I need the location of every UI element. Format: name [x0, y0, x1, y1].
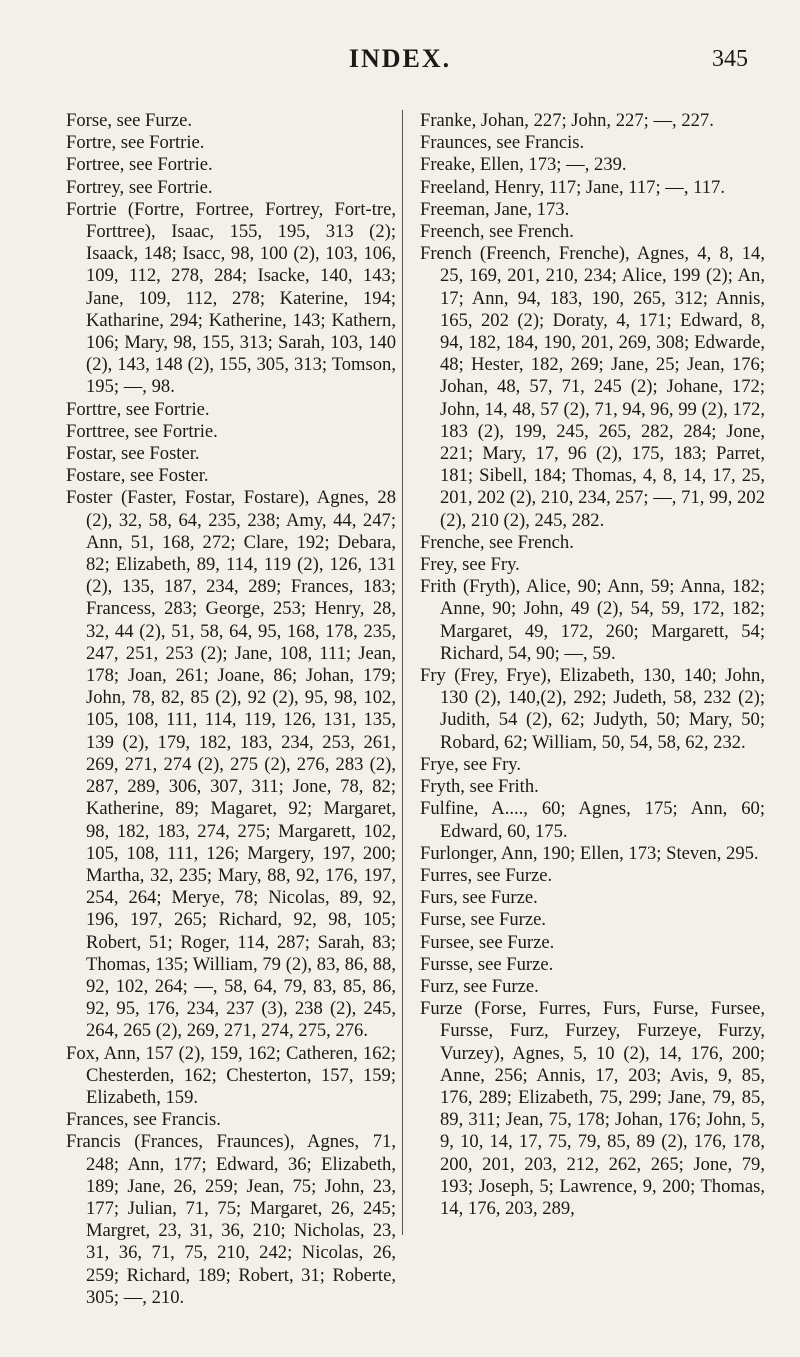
page-header	[0, 44, 800, 84]
page-title: INDEX.	[348, 44, 452, 73]
index-entry: Frey, see Fry.	[420, 554, 520, 576]
index-entry: Fortre, see Fortrie.	[66, 132, 205, 154]
index-entry: Frenche, see French.	[420, 531, 574, 553]
page-number: 345	[712, 46, 748, 72]
index-column-left	[66, 110, 396, 1309]
index-entry: Foster (Faster, Fostar, Fostare), Agnes, 28 (2), 32, 58, 64, 235, 238; Amy, 44, 247; Ann, 51, 168, 272; Clare, 192; Debara, 82; Elizabeth, 89, 114, 119 (2), 126, 131 (2), 135, 187, 234, 289; Frances, 183; Francess, 283; George, 253; Henry, 28, 32, 44 (2), 51, 58, 64, 95, 168, 178, 235, 247, 251, 253 (2); Jane, 108, 111; Jean, 178; Joan, 261; Joane, 86; Johan, 179; John, 78, 82, 85 (2), 92 (2), 95, 98, 102, 105, 108, 111, 114, 119, 126, 131, 135, 139 (2), 179, 182, 183, 234, 253, 261, 269, 271, 274 (2), 275 (2), 276, 283 (2), 287, 289, 306, 307, 311; Jone, 78, 82; Katherine, 89; Magaret, 92; Margaret, 98, 182, 183, 274, 275; Margarett, 102, 105, 108, 111, 126; Margery, 197, 200; Martha, 32, 235; Mary, 88, 92, 176, 197, 254, 264; Merye, 78; Nicolas, 89, 92, 196, 197, 265; Richard, 92, 98, 105; Robert, 51; Roger, 114, 287; Sarah, 83; Thomas, 135; William, 79 (2), 83, 86, 88, 92, 102, 264; —, 58, 64, 79, 83, 85, 86, 92, 95, 176, 234, 237 (3), 238 (2), 245, 264, 265 (2), 269, 271, 274, 275, 276.	[66, 487, 396, 1042]
index-entry: Freake, Ellen, 173; —, 239.	[420, 154, 627, 176]
index-entry: Furres, see Furze.	[420, 864, 553, 886]
index-entry: Freench, see French.	[420, 221, 574, 243]
index-entry: Francis (Frances, Fraunces), Agnes, 71, 248; Ann, 177; Edward, 36; Elizabeth, 189; Jane, 26, 259; Jean, 75; John, 23, 177; Julian, 71, 75; Margaret, 26, 245; Margret, 23, 31, 36, 210; Nicholas, 23, 31, 36, 71, 75, 210, 242; Nicolas, 26, 259; Richard, 189; Robert, 31; Roberte, 305; —, 210.	[66, 1131, 396, 1308]
index-entry: French (Freench, Frenche), Agnes, 4, 8, 14, 25, 169, 201, 210, 234; Alice, 199 (2); An, 17; Ann, 94, 183, 190, 265, 312; Annis, 165, 202 (2); Doraty, 4, 171; Edward, 8, 94, 182, 184, 190, 201, 269, 308; Edwarde, 48; Hester, 182, 269; Jane, 25; Jean, 176; Johan, 48, 57, 71, 245 (2); Johane, 172; John, 14, 48, 57 (2), 71, 94, 96, 99 (2), 172, 183 (2), 199, 245, 265, 282, 284; Jone, 221; Mary, 17, 96 (2), 175, 183; Parret, 181; Sibell, 184; Thomas, 4, 8, 14, 17, 25, 201, 202 (2), 210, 234, 257; —, 71, 99, 202 (2), 210 (2), 245, 282.	[420, 243, 765, 531]
index-entry: Fox, Ann, 157 (2), 159, 162; Catheren, 162; Chesterden, 162; Chesterton, 157, 159; Elizabeth, 159.	[66, 1042, 396, 1108]
index-entry: Furz, see Furze.	[420, 975, 539, 997]
index-column-right	[420, 110, 765, 1220]
column-divider	[402, 110, 403, 1235]
index-entry: Furs, see Furze.	[420, 887, 538, 909]
index-entry: Freeman, Jane, 173.	[420, 198, 570, 220]
index-entry: Frith (Fryth), Alice, 90; Ann, 59; Anna, 182; Anne, 90; John, 49 (2), 54, 59, 172, 182; Margaret, 49, 172, 260; Margarett, 54; Richard, 54, 90; —, 59.	[420, 576, 765, 664]
index-entry: Furlonger, Ann, 190; Ellen, 173; Steven, 295.	[420, 842, 759, 864]
index-entry: Fortrie (Fortre, Fortree, Fortrey, Fort-tre, Forttree), Isaac, 155, 195, 313 (2); Isaack, 148; Isacc, 98, 100 (2), 103, 106, 109, 112, 278, 284; Isacke, 140, 143; Jane, 109, 112, 278; Katerine, 194; Katharine, 294; Katherine, 143; Kathern, 106; Mary, 98, 155, 313; Sarah, 103, 140 (2), 143, 148 (2), 155, 305, 313; Tomson, 195; —, 98.	[66, 198, 396, 398]
index-entry: Fryth, see Frith.	[420, 776, 539, 798]
index-entry: Furse, see Furze.	[420, 909, 546, 931]
index-entry: Fortrey, see Fortrie.	[66, 176, 213, 198]
index-entry: Forttre, see Fortrie.	[66, 398, 210, 420]
index-entry: Fursse, see Furze.	[420, 953, 554, 975]
index-entry: Fulfine, A...., 60; Agnes, 175; Ann, 60; Edward, 60, 175.	[420, 798, 765, 842]
index-entry: Freeland, Henry, 117; Jane, 117; —, 117.	[420, 176, 726, 198]
index-entry: Fortree, see Fortrie.	[66, 154, 213, 176]
index-entry: Franke, Johan, 227; John, 227; —, 227.	[420, 110, 714, 131]
index-entry: Fursee, see Furze.	[420, 931, 555, 953]
index-entry: Forse, see Furze.	[66, 110, 192, 131]
index-entry: Forttree, see Fortrie.	[66, 420, 218, 442]
index-entry: Furze (Forse, Furres, Furs, Furse, Fursee, Fursse, Furz, Furzey, Furzeye, Furzy, Vurzey), Agnes, 5, 10 (2), 14, 176, 200; Anne, 256; Annis, 17, 203; Avis, 9, 85, 176, 289; Elizabeth, 75, 299; Jane, 79, 85, 89, 311; Jean, 75, 178; Johan, 176; John, 5, 9, 10, 14, 17, 75, 79, 85, 89 (2), 176, 178, 200, 201, 203, 212, 262, 265; Jone, 79, 193; Joseph, 5; Lawrence, 9, 200; Thomas, 14, 176, 203, 289,	[420, 998, 765, 1219]
index-entry: Frye, see Fry.	[420, 753, 522, 775]
index-entry: Frances, see Francis.	[66, 1109, 221, 1131]
index-entry: Fostar, see Foster.	[66, 443, 200, 465]
index-entry: Fraunces, see Francis.	[420, 132, 585, 154]
index-entry: Fostare, see Foster.	[66, 465, 209, 487]
index-entry: Fry (Frey, Frye), Elizabeth, 130, 140; John, 130 (2), 140,(2), 292; Judeth, 58, 232 (2); Judith, 54 (2), 62; Judyth, 50; Mary, 50; Robard, 62; William, 50, 54, 58, 62, 232.	[420, 665, 765, 753]
